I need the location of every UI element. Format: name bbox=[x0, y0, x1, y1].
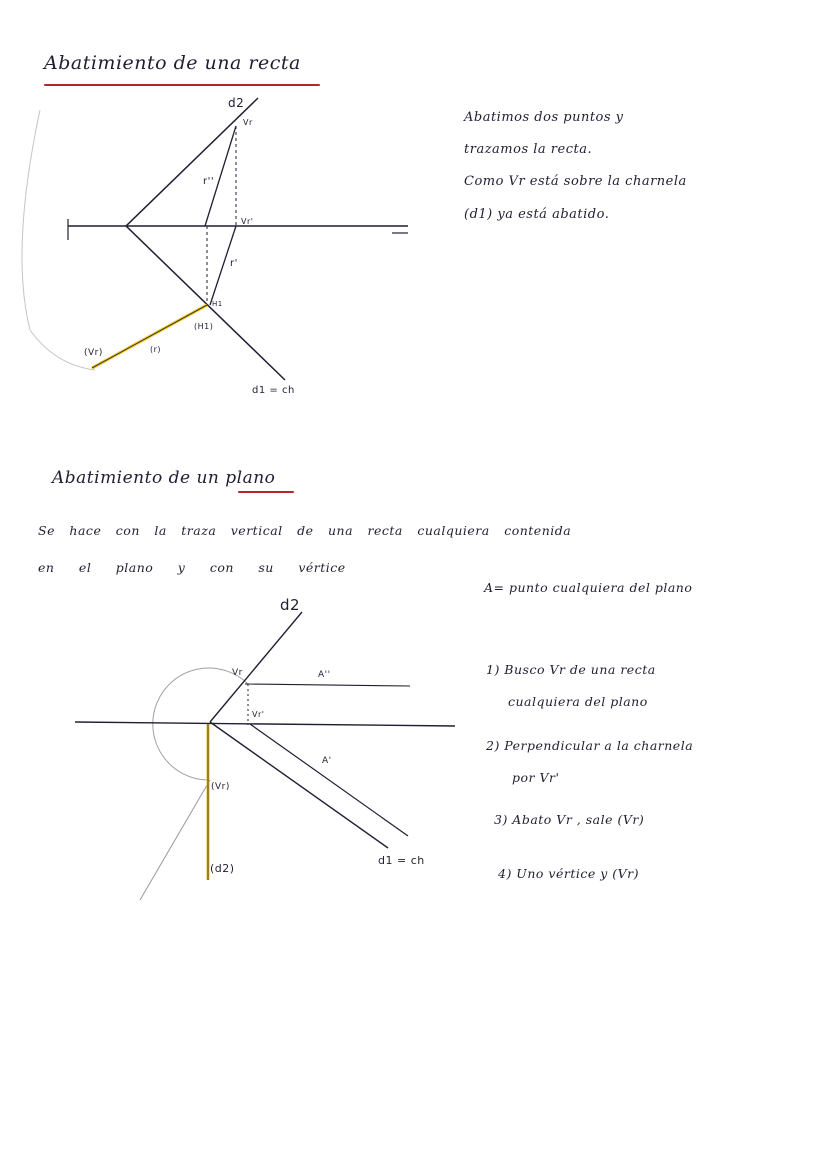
s2-label-vr-abated: (Vr) bbox=[211, 782, 230, 792]
section1-note-3: Como Vr está sobre la charnela bbox=[464, 174, 687, 189]
s2-parallel-line bbox=[250, 724, 408, 836]
section2-step-2b: por Vr' bbox=[512, 770, 560, 785]
s2-label-a1: A' bbox=[322, 756, 332, 766]
s2-label-vr1: Vr' bbox=[252, 710, 265, 719]
s1-label-r2: r'' bbox=[203, 176, 215, 187]
s2-label-d2-abated: (d2) bbox=[210, 862, 235, 875]
section2-intro-1: Se hace con la traza vertical de una recta cualquiera contenida bbox=[38, 523, 572, 538]
s1-label-r-abated: (r) bbox=[150, 345, 162, 354]
s1-label-r1: r' bbox=[230, 258, 238, 269]
section1-note-4: (d1) ya está abatido. bbox=[464, 207, 610, 222]
s1-label-h-abated: (H1) bbox=[194, 322, 214, 331]
section2-intro-2: en el plano y con su vértice bbox=[38, 560, 346, 575]
s2-frontal-line bbox=[245, 684, 410, 686]
s2-label-a2: A'' bbox=[318, 670, 331, 680]
section2-step-1b: cualquiera del plano bbox=[508, 694, 648, 709]
section2-step-4: 4) Uno vértice y (Vr) bbox=[498, 866, 640, 881]
s2-perpendicular bbox=[140, 780, 210, 900]
s2-label-d2: d2 bbox=[280, 596, 301, 614]
section2-step-3: 3) Abato Vr , sale (Vr) bbox=[494, 812, 645, 827]
s1-label-h1: H1 bbox=[212, 300, 223, 308]
section2-point-def: A= punto cualquiera del plano bbox=[484, 580, 693, 595]
s1-label-d1ch: d1 = ch bbox=[252, 385, 295, 396]
s2-label-d1ch: d1 = ch bbox=[378, 854, 425, 867]
s2-trace-d1 bbox=[210, 722, 388, 848]
section2-step-1a: 1) Busco Vr de una recta bbox=[486, 662, 656, 677]
s1-label-vr-abated: (Vr) bbox=[84, 348, 103, 358]
section1-note-2: trazamos la recta. bbox=[464, 142, 593, 157]
s1-label-vr1: Vr' bbox=[241, 217, 254, 226]
s2-label-vr: Vr bbox=[232, 668, 243, 678]
section2-step-2a: 2) Perpendicular a la charnela bbox=[486, 738, 694, 753]
s2-ground-line bbox=[75, 722, 455, 726]
section1-note-1: Abatimos dos puntos y bbox=[464, 110, 624, 125]
s1-label-d2: d2 bbox=[228, 96, 245, 110]
s2-trace-d2 bbox=[210, 612, 302, 722]
s1-label-vr: Vr bbox=[243, 118, 253, 127]
section2-title: Abatimiento de un plano bbox=[52, 468, 276, 488]
section1-title: Abatimiento de una recta bbox=[44, 52, 301, 74]
